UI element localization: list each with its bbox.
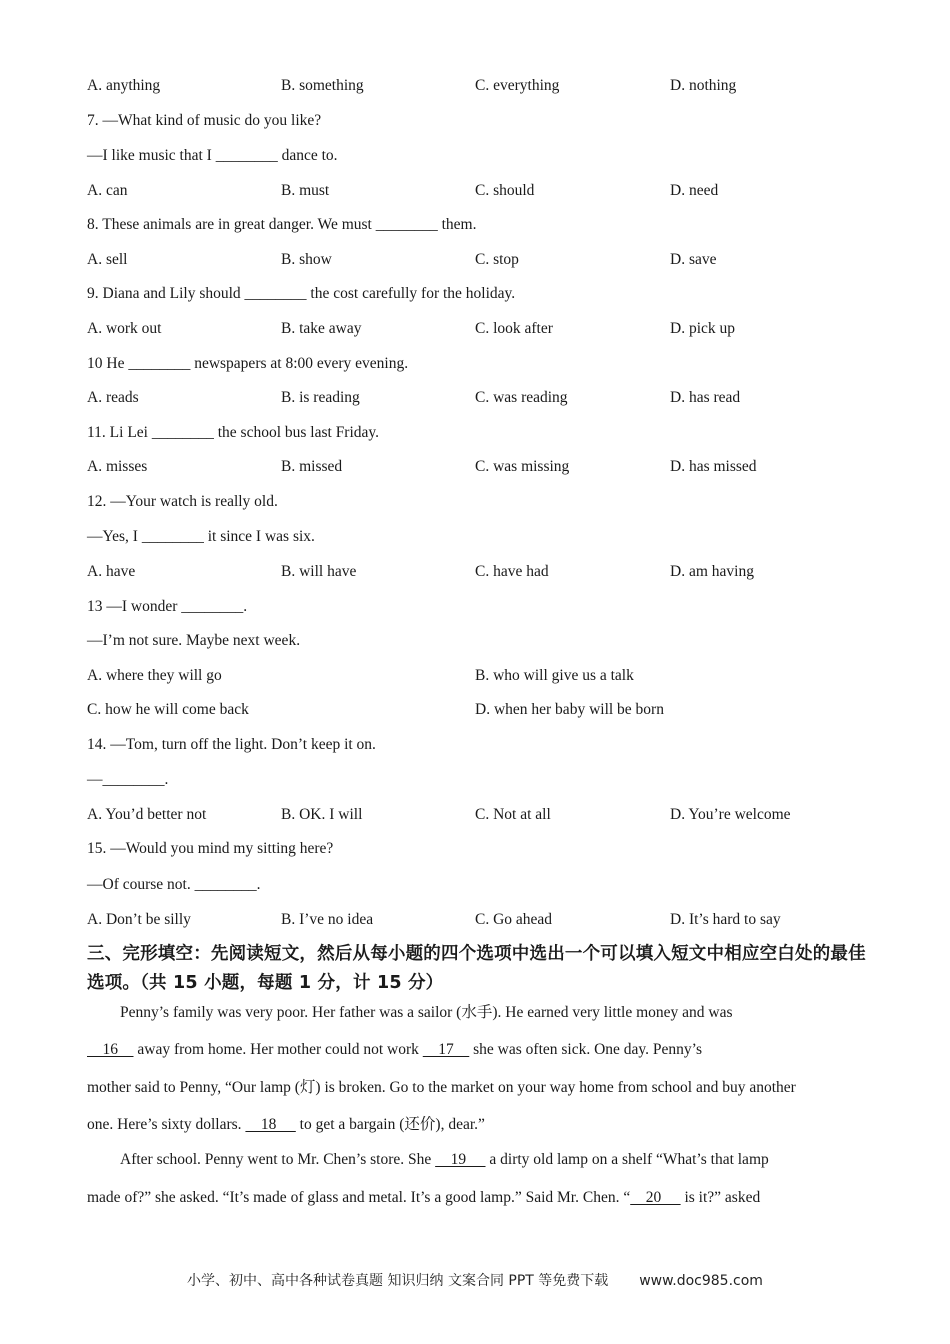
q8-option-d: D. save (670, 251, 717, 268)
passage-line-5: After school. Penny went to Mr. Chen’s store. She 19 a dirty old lamp on a shelf “What’s that lamp (120, 1151, 769, 1168)
q7-stem: 7. —What kind of music do you like? (87, 112, 322, 129)
q7-option-a: A. can (87, 182, 128, 199)
q12-option-a: A. have (87, 563, 136, 580)
q8-option-c: C. stop (475, 251, 519, 268)
q11-option-d: D. has missed (670, 458, 757, 475)
blank-19: 19 (435, 1151, 486, 1168)
q7-option-b: B. must (281, 182, 330, 199)
q10-option-d: D. has read (670, 389, 741, 406)
q10-option-c: C. was reading (475, 389, 568, 406)
q14-option-c: C. Not at all (475, 806, 551, 823)
q13-option-a: A. where they will go (87, 667, 222, 684)
q10-stem: 10 He ________ newspapers at 8:00 every evening. (87, 355, 409, 372)
footer-text: 小学、初中、高中各种试卷真题 知识归纳 文案合同 PPT 等免费下载 (187, 1273, 609, 1289)
q6-option-b: B. something (281, 77, 364, 94)
q8-option-a: A. sell (87, 251, 128, 268)
q15-option-c: C. Go ahead (475, 911, 553, 928)
q11-option-b: B. missed (281, 458, 343, 475)
q6-option-a: A. anything (87, 77, 161, 94)
q15-option-a: A. Don’t be silly (87, 911, 191, 928)
q13-option-d: D. when her baby will be born (475, 701, 664, 718)
section-heading: 三、完形填空：先阅读短文，然后从每小题的四个选项中选出一个可以填入短文中相应空白处的最佳选项。（共 15 小题，每题 1 分，计 15 分） (87, 944, 866, 993)
q13-reply: —I’m not sure. Maybe next week. (87, 632, 301, 649)
q13-stem: 13 —I wonder ________. (87, 598, 248, 615)
q14-option-b: B. OK. I will (281, 806, 363, 823)
q11-option-c: C. was missing (475, 458, 570, 475)
q14-option-a: A. You’d better not (87, 806, 207, 823)
q9-stem: 9. Diana and Lily should ________ the cost carefully for the holiday. (87, 285, 516, 302)
page-footer (0, 1270, 950, 1290)
q15-option-d: D. It’s hard to say (670, 911, 781, 928)
q13-option-c: C. how he will come back (87, 701, 249, 718)
passage-line-6: made of?” she asked. “It’s made of glass and metal. It’s a good lamp.” Said Mr. Chen. “ 20 is it?” asked (87, 1189, 761, 1206)
q7-reply: —I like music that I ________ dance to. (87, 147, 338, 164)
q11-option-a: A. misses (87, 458, 148, 475)
q12-reply: —Yes, I ________ it since I was six. (87, 528, 315, 545)
q12-stem: 12. —Your watch is really old. (87, 493, 278, 510)
blank-17: 17 (422, 1041, 470, 1058)
q14-stem: 14. —Tom, turn off the light. Don’t keep it on. (87, 736, 376, 753)
q7-option-d: D. need (670, 182, 719, 199)
q8-stem: 8. These animals are in great danger. We must ________ them. (87, 216, 477, 233)
q9-option-b: B. take away (281, 320, 362, 337)
passage-line-3: mother said to Penny, “Our lamp (灯) is broken. Go to the market on your way home from school and buy another (87, 1079, 796, 1096)
q6-option-d: D. nothing (670, 77, 737, 94)
q12-option-d: D. am having (670, 563, 754, 580)
q9-option-a: A. work out (87, 320, 162, 337)
q14-option-d: D. You’re welcome (670, 806, 791, 823)
blank-16: 16 (87, 1041, 134, 1058)
q14-reply: —________. (87, 771, 169, 788)
q10-option-b: B. is reading (281, 389, 360, 406)
passage-line-2: 16 away from home. Her mother could not work 17 she was often sick. One day. Penny’s (87, 1041, 703, 1058)
passage-line-1: Penny’s family was very poor. Her father was a sailor (水手). He earned very little money and was (120, 1004, 733, 1021)
passage-line-4: one. Here’s sixty dollars. 18 to get a bargain (还价), dear.” (87, 1116, 485, 1133)
q15-reply: —Of course not. ________. (87, 876, 261, 893)
q9-option-c: C. look after (475, 320, 553, 337)
q8-option-b: B. show (281, 251, 332, 268)
q11-stem: 11. Li Lei ________ the school bus last Friday. (87, 424, 380, 441)
q7-option-c: C. should (475, 182, 535, 199)
q10-option-a: A. reads (87, 389, 139, 406)
blank-20: 20 (630, 1189, 681, 1206)
q9-option-d: D. pick up (670, 320, 736, 337)
q12-option-b: B. will have (281, 563, 357, 580)
q15-stem: 15. —Would you mind my sitting here? (87, 840, 334, 857)
footer-link[interactable]: www.doc985.com (639, 1273, 763, 1289)
q15-option-b: B. I’ve no idea (281, 911, 374, 928)
q13-option-b: B. who will give us a talk (475, 667, 634, 684)
q6-option-c: C. everything (475, 77, 560, 94)
blank-18: 18 (245, 1116, 296, 1133)
q12-option-c: C. have had (475, 563, 549, 580)
